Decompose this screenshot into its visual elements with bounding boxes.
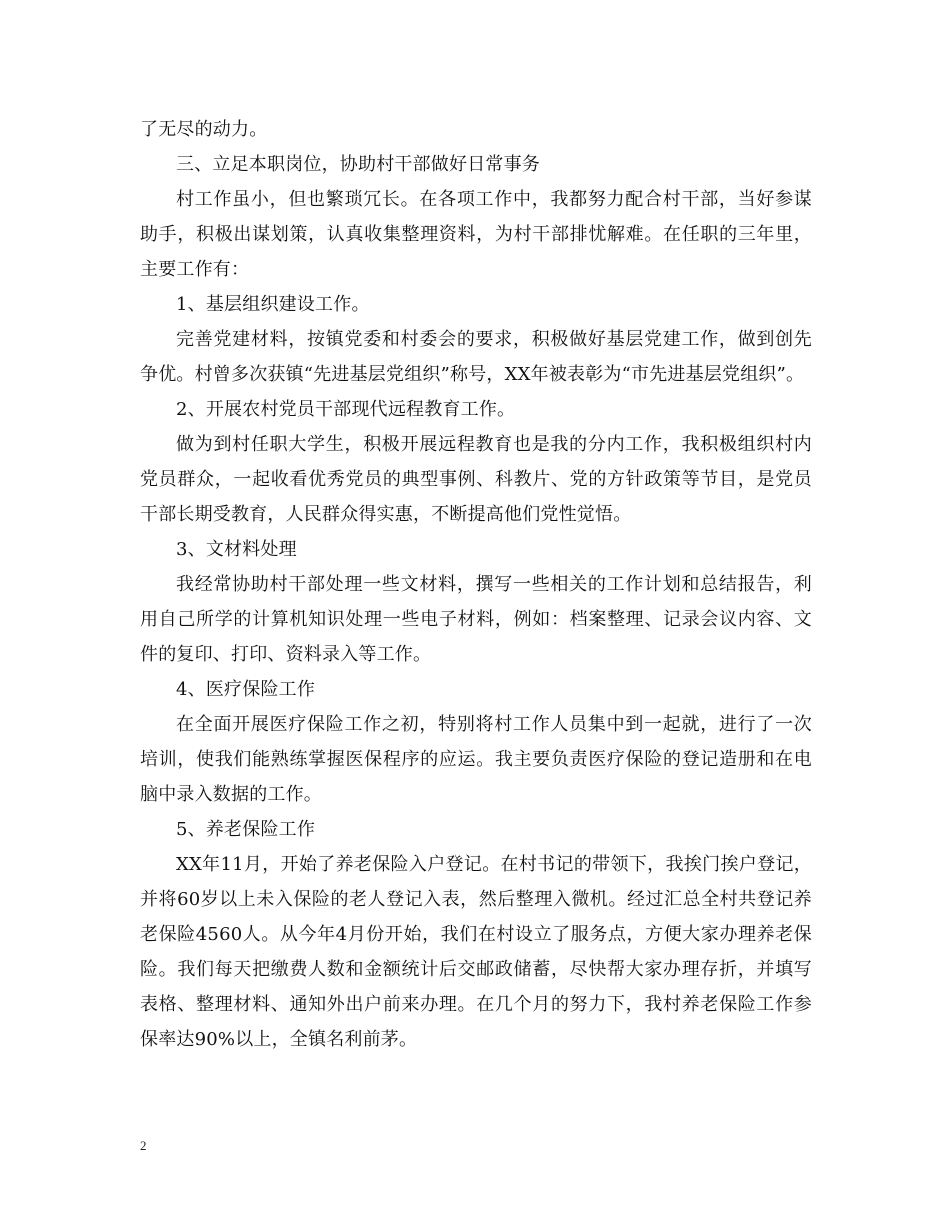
- section-heading-3: 三、立足本职岗位，协助村干部做好日常事务: [176, 154, 540, 175]
- item-heading-1: 1、基层组织建设工作。: [176, 294, 370, 315]
- document-body: [140, 112, 812, 1057]
- paragraph-intro: 村工作虽小，但也繁琐冗长。在各项工作中，我都努力配合村干部，当好参谋助手，积极出谋划策，认真收集整理资料，为村干部排忧解难。在任职的三年里，主要工作有：: [140, 189, 812, 280]
- item-body-4: 在全面开展医疗保险工作之初，特别将村工作人员集中到一起就，进行了一次培训，使我们能熟练掌握医保程序的应运。我主要负责医疗保险的登记造册和在电脑中录入数据的工作。: [140, 714, 812, 805]
- item-body-3: 我经常协助村干部处理一些文材料，撰写一些相关的工作计划和总结报告，利用自己所学的计算机知识处理一些电子材料，例如：档案整理、记录会议内容、文件的复印、打印、资料录入等工作。: [140, 574, 812, 665]
- item-body-2: 做为到村任职大学生，积极开展远程教育也是我的分内工作，我积极组织村内党员群众，一起收看优秀党员的典型事例、科教片、党的方针政策等节目，是党员干部长期受教育，人民群众得实惠，不断提高他们党性觉悟。: [140, 434, 812, 525]
- item-heading-5: 5、养老保险工作: [176, 819, 316, 840]
- page-number: 2: [140, 1138, 147, 1153]
- item-body-5: XX年11月，开始了养老保险入户登记。在村书记的带领下，我挨门挨户登记，并将60岁以上未入保险的老人登记入表，然后整理入微机。经过汇总全村共登记养老保险4560人。从今年4月份开始，我们在村设立了服务点，方便大家办理养老保险。我们每天把缴费人数和金额统计后交邮政储蓄，尽快帮大家办理存折，并填写表格、整理材料、通知外出户前来办理。在几个月的努力下，我村养老保险工作参保率达90%以上，全镇名利前茅。: [140, 854, 812, 1050]
- item-heading-3: 3、文材料处理: [176, 539, 297, 560]
- item-body-1: 完善党建材料，按镇党委和村委会的要求，积极做好基层党建工作，做到创先争优。村曾多次获镇“先进基层党组织”称号，XX年被表彰为“市先进基层党组织”。: [140, 329, 812, 385]
- item-heading-4: 4、医疗保险工作: [176, 679, 316, 700]
- item-heading-2: 2、开展农村党员干部现代远程教育工作。: [176, 399, 516, 420]
- paragraph-continuation: 了无尽的动力。: [140, 119, 268, 140]
